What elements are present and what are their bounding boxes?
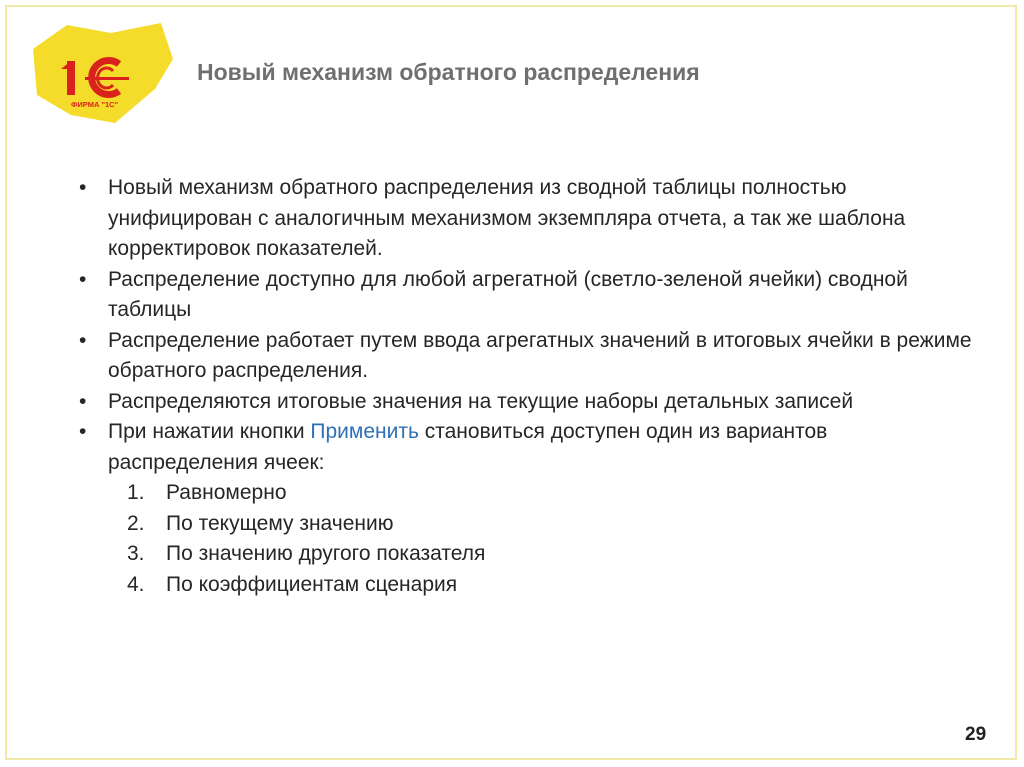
distribution-options-list xyxy=(77,478,977,600)
bullet-dot: • xyxy=(79,328,87,352)
bullet-dot: • xyxy=(79,267,87,291)
logo-caption: ФИРМА "1С" xyxy=(71,100,119,109)
item-text: Равномерно xyxy=(166,481,287,504)
item-text: По коэффициентам сценария xyxy=(166,572,458,596)
page-number: 29 xyxy=(965,724,987,745)
bullet-text: Распределяются итоговые значения на текущие наборы детальных записей xyxy=(108,389,854,413)
bullet-text-before: При нажатии кнопки xyxy=(108,420,311,443)
bullet-text: Распределение работает путем ввода агрегатных значений в итоговых ячейки в режиме обратного распределения. xyxy=(108,328,972,382)
numbered-item-1 xyxy=(77,478,977,509)
bullet-dot: • xyxy=(79,389,87,413)
numbered-item-2 xyxy=(77,509,977,540)
bullet-text: Распределение доступно для любой агрегатной (светло-зеленой ячейки) сводной таблицы xyxy=(108,267,908,321)
item-text: По значению другого показателя xyxy=(166,542,486,565)
bullet-dot: • xyxy=(79,176,87,199)
item-number: 2. xyxy=(127,511,145,535)
numbered-item-3 xyxy=(77,539,977,570)
bullet-text-after: становиться доступен один из вариантов распределения ячеек: xyxy=(108,420,828,474)
numbered-item-4 xyxy=(77,570,977,601)
bullet-item-2 xyxy=(77,265,977,326)
item-number: 4. xyxy=(127,572,145,596)
item-number: 3. xyxy=(127,542,145,565)
item-number: 1. xyxy=(127,481,145,504)
bullet-text: Новый механизм обратного распределения из сводной таблицы полностью унифицирован с аналогичным механизмом экземпляра отчета, а так же шаблона корректировок показателей. xyxy=(108,176,906,260)
slide xyxy=(5,5,1017,760)
bullet-item-4 xyxy=(77,387,977,418)
bullet-dot: • xyxy=(79,420,87,443)
slide-content xyxy=(77,173,977,600)
slide-title: Новый механизм обратного распределения xyxy=(197,59,700,85)
bullet-item-5 xyxy=(77,417,977,478)
bullet-item-3 xyxy=(77,326,977,387)
logo-1c xyxy=(27,19,177,129)
bullet-item-1 xyxy=(77,173,977,265)
apply-button-reference: Применить xyxy=(310,420,419,443)
item-text: По текущему значению xyxy=(166,511,394,535)
